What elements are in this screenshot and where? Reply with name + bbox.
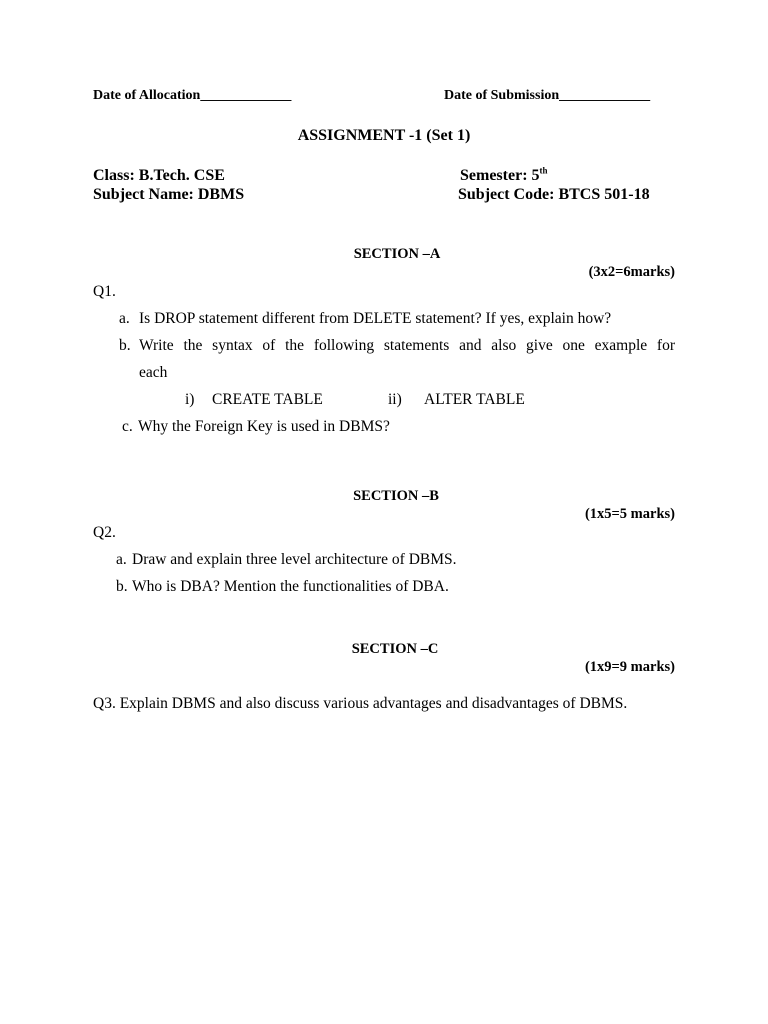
section-c-marks: (1x9=9 marks) xyxy=(584,659,675,675)
q1-part-c-marker: c. xyxy=(122,418,133,435)
date-of-allocation xyxy=(93,88,291,104)
q1-label: Q1. xyxy=(93,283,116,300)
q2-part-a-text: Draw and explain three level architecture of DBMS. xyxy=(132,551,457,568)
date-submission-blank: _____________ xyxy=(559,88,651,103)
q1-subitem-i-text: CREATE TABLE xyxy=(212,391,323,408)
q1-part-c-text: Why the Foreign Key is used in DBMS? xyxy=(138,418,390,435)
section-c-title: SECTION –C xyxy=(351,641,439,657)
q2-part-b-text: Who is DBA? Mention the functionalities of DBA. xyxy=(132,578,449,595)
q3-text: Q3. Explain DBMS and also discuss various advantages and disadvantages of DBMS. xyxy=(93,695,628,712)
q2-part-b-marker: b. xyxy=(116,578,128,595)
q1-part-b-marker: b. xyxy=(119,337,131,354)
q1-subitem-ii-text: ALTER TABLE xyxy=(424,391,525,408)
semester-label xyxy=(460,167,548,185)
date-of-submission xyxy=(444,88,650,104)
semester-text: Semester: 5 xyxy=(460,167,540,184)
q2-label: Q2. xyxy=(93,524,116,541)
q1-subitem-ii-marker: ii) xyxy=(388,391,402,408)
q2-part-a-marker: a. xyxy=(116,551,127,568)
date-submission-label: Date of Submission xyxy=(444,88,560,103)
q1-part-b-text-line1: Write the syntax of the following statements and also give one example for xyxy=(139,337,675,354)
q1-part-a-marker: a. xyxy=(119,310,130,327)
subject-code: Subject Code: BTCS 501-18 xyxy=(458,186,650,203)
section-b-marks: (1x5=5 marks) xyxy=(584,506,675,522)
date-allocation-blank: _____________ xyxy=(200,88,292,103)
semester-sup: th xyxy=(539,165,548,176)
q1-part-b-text-line2: each xyxy=(139,364,168,381)
class-label: Class: B.Tech. CSE xyxy=(93,167,225,184)
q1-subitem-i-marker: i) xyxy=(185,391,195,408)
section-b-title: SECTION –B xyxy=(353,488,439,504)
section-a-marks: (3x2=6marks) xyxy=(588,264,675,280)
section-a-title: SECTION –A xyxy=(353,246,441,262)
date-allocation-label: Date of Allocation xyxy=(93,88,201,103)
assignment-title: ASSIGNMENT -1 (Set 1) xyxy=(297,127,471,144)
subject-name: Subject Name: DBMS xyxy=(93,186,245,203)
q1-part-a-text: Is DROP statement different from DELETE statement? If yes, explain how? xyxy=(139,310,612,327)
